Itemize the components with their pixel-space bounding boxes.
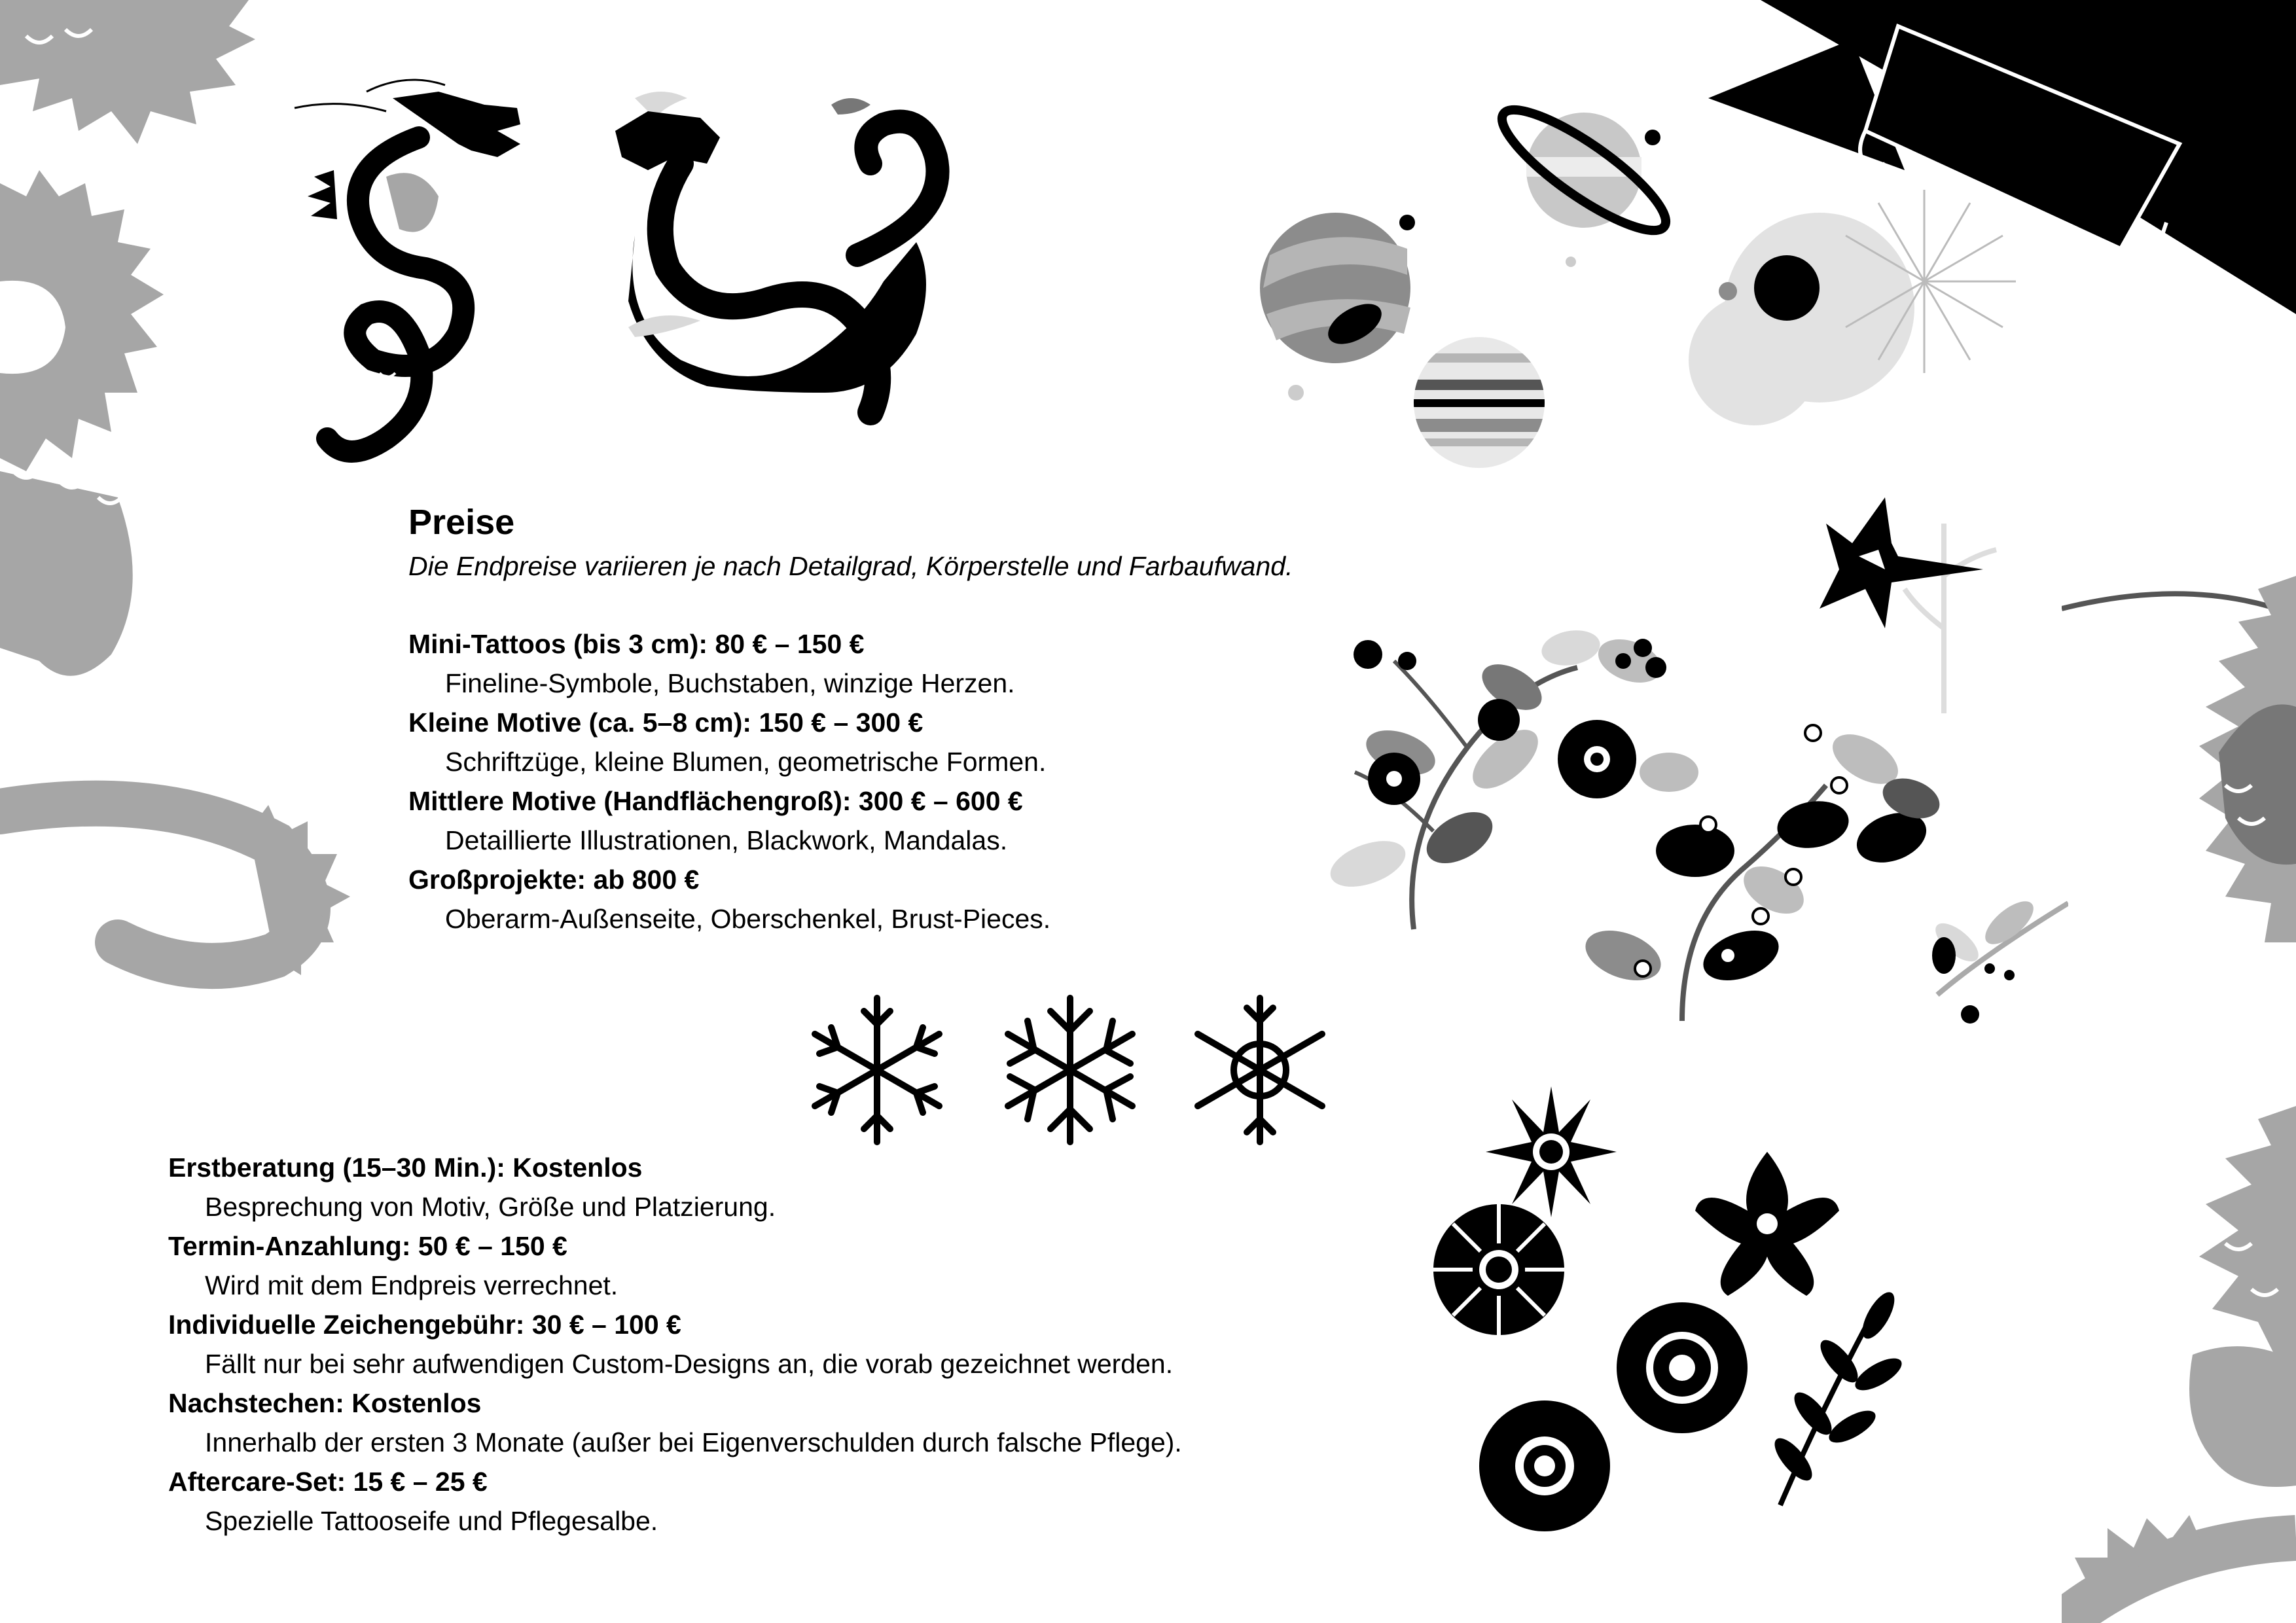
snowflakes-illustration [798,988,1342,1152]
service-item-title: Termin-Anzahlung: 50 € – 150 € [168,1231,567,1261]
black-dragon-illustration-right [609,85,982,452]
service-item [168,1383,1412,1462]
service-item [168,1305,1412,1383]
service-item-desc: Innerhalb der ersten 3 Monate (außer bei Eigenverschulden durch falsche Pflege). [205,1427,1182,1457]
service-item [168,1148,1412,1226]
preise-section [408,501,1456,938]
service-item [168,1462,1412,1541]
service-item [168,1226,1412,1305]
price-item [408,703,1456,781]
services-list [168,1148,1412,1541]
price-item-desc: Fineline-Symbole, Buchstaben, winzige Herzen. [445,668,1015,699]
price-item-title: Mini-Tattoos (bis 3 cm): 80 € – 150 € [408,629,865,660]
service-item-desc: Spezielle Tattooseife und Pflegesalbe. [205,1506,658,1536]
preise-heading: Preise [408,503,515,542]
black-flowers-illustration [1427,1086,1905,1544]
service-item-title: Nachstechen: Kostenlos [168,1388,482,1418]
services-section [168,1148,1412,1541]
price-item-title: Mittlere Motive (Handflächengroß): 300 € – 600 € [408,786,1023,817]
price-item-desc: Schriftzüge, kleine Blumen, geometrische Formen. [445,747,1047,777]
nastis-banner [1708,0,2296,314]
banner-label: Nasti’s [1965,82,2090,168]
service-item-desc: Besprechung von Motiv, Größe und Platzierung. [205,1192,776,1222]
service-item-title: Erstberatung (15–30 Min.): Kostenlos [168,1152,643,1183]
service-item-title: Individuelle Zeichengebühr: 30 € – 100 € [168,1310,681,1340]
price-item [408,781,1456,860]
price-item-title: Kleine Motive (ca. 5–8 cm): 150 € – 300 € [408,707,924,738]
service-item-desc: Wird mit dem Endpreis verrechnet. [205,1270,619,1300]
service-item-title: Aftercare-Set: 15 € – 25 € [168,1467,488,1497]
right-grey-dragon-illustration [2062,537,2296,1623]
black-dragon-illustration-left [288,72,530,471]
price-item [408,860,1456,938]
price-item-desc: Oberarm-Außenseite, Oberschenkel, Brust-Pieces. [445,904,1051,935]
preise-list [408,624,1456,938]
price-item-desc: Detaillierte Illustrationen, Blackwork, Mandalas. [445,825,1008,856]
price-item [408,624,1456,703]
price-item-title: Großprojekte: ab 800 € [408,865,700,895]
service-item-desc: Fällt nur bei sehr aufwendigen Custom-Designs an, die vorab gezeichnet werden. [205,1349,1174,1379]
preise-subtitle: Die Endpreise variieren je nach Detailgrad, Körperstelle und Farbaufwand. [408,550,1293,581]
